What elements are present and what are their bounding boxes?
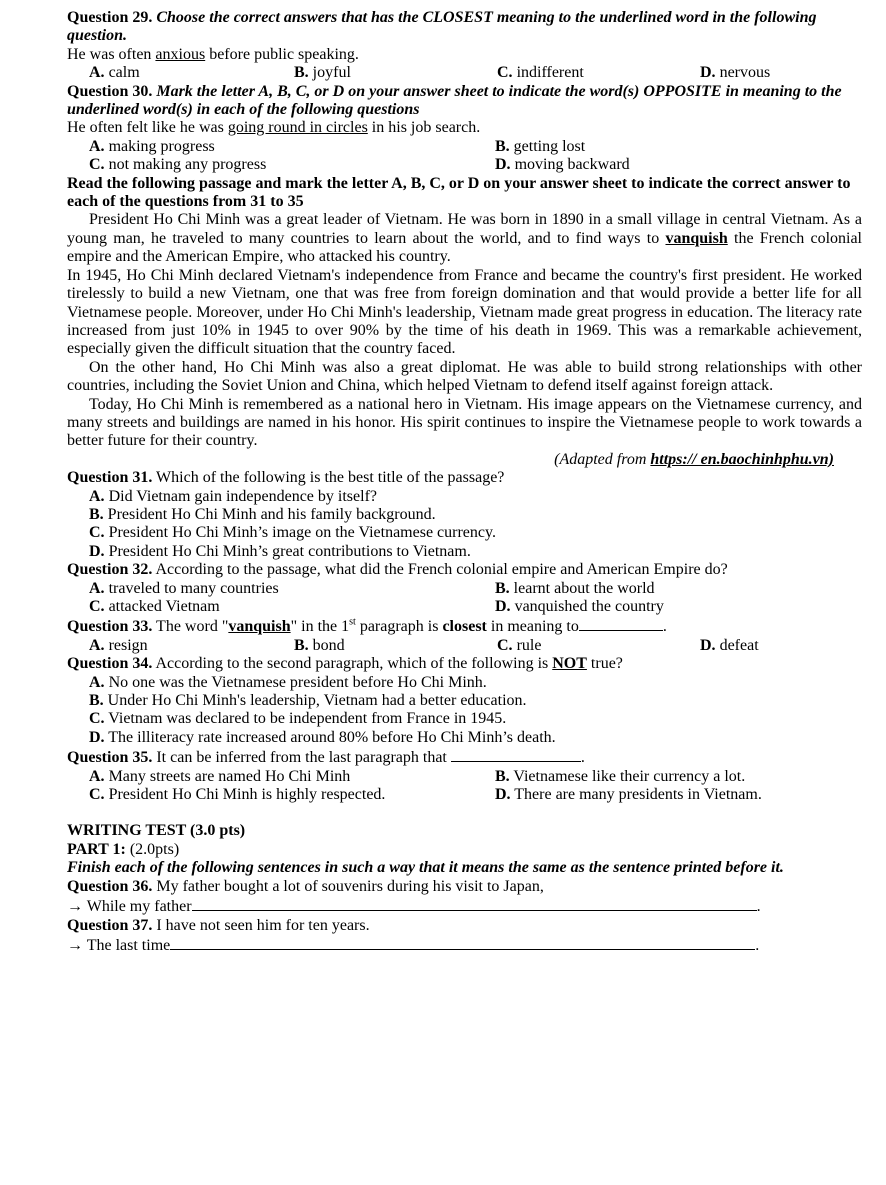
q37-answer-line: → The last time . bbox=[67, 936, 760, 954]
q36-answer-blank[interactable] bbox=[192, 896, 757, 911]
q34-option-d: D. The illiteracy rate increased around 80% before Ho Chi Minh’s death. bbox=[89, 728, 556, 746]
q29-option-c: C. indifferent bbox=[497, 64, 584, 82]
q30-options-row1 bbox=[67, 138, 862, 156]
q31-stem: Question 31. Which of the following is the best title of the passage? bbox=[67, 469, 505, 487]
q37-stem: Question 37. I have not seen him for ten years. bbox=[67, 916, 370, 934]
q30-option-a: A. making progress bbox=[89, 137, 215, 155]
q33-option-d: D. defeat bbox=[700, 636, 759, 654]
q37-answer-blank[interactable] bbox=[170, 935, 755, 950]
q30-stem: He often felt like he was going round in circles in his job search. bbox=[67, 119, 481, 137]
q29-option-a: A. calm bbox=[89, 64, 140, 82]
q34-option-c: C. Vietnam was declared to be independent from France in 1945. bbox=[89, 710, 507, 728]
q31-option-a: A. Did Vietnam gain independence by itself? bbox=[89, 487, 377, 505]
q29-option-b: B. joyful bbox=[294, 64, 351, 82]
q29-options bbox=[67, 64, 862, 82]
q31-option-b: B. President Ho Chi Minh and his family background. bbox=[89, 505, 436, 523]
q36-stem: Question 36. My father bought a lot of souvenirs during his visit to Japan, bbox=[67, 877, 544, 895]
q31-option-c: C. President Ho Chi Minh’s image on the Vietnamese currency. bbox=[89, 524, 496, 542]
q35-stem: Question 35. It can be inferred from the last paragraph that . bbox=[67, 749, 585, 767]
q29-instruction: Question 29. Choose the correct answers that has the CLOSEST meaning to the underlined word in the following question. bbox=[67, 9, 817, 45]
section-spacer bbox=[67, 804, 862, 822]
q32-option-d: D. vanquished the country bbox=[495, 598, 664, 615]
q30-option-c: C. not making any progress bbox=[89, 156, 267, 174]
q30-option-d: D. moving backward bbox=[495, 156, 630, 174]
passage-paragraph-1: President Ho Chi Minh was a great leader of Vietnam. He was born in 1890 in a small village in central Vietnam. As a young man, he traveled to many countries to learn about the world, and to find ways to vanquish the French colonial empire and the American Empire, who attacked his country. bbox=[67, 211, 863, 266]
writing-part-heading: PART 1: (2.0pts) bbox=[67, 840, 180, 858]
q34-stem: Question 34. According to the second paragraph, which of the following is NOT true? bbox=[67, 655, 623, 673]
q33-option-a: A. resign bbox=[89, 636, 148, 654]
q33-option-b: B. bond bbox=[294, 636, 345, 654]
q35-options-row2 bbox=[67, 786, 862, 804]
source-link[interactable]: https:// en.baochinhphu.vn) bbox=[650, 450, 834, 468]
writing-instruction: Finish each of the following sentences in such a way that it means the same as the sentence printed before it. bbox=[67, 859, 784, 877]
q32-options-row2 bbox=[67, 598, 862, 616]
passage-paragraph-2: In 1945, Ho Chi Minh declared Vietnam's independence from France and became the country's first president. He worked tirelessly to build a new Vietnam, one that was free from foreign domination and that would provide a better life for all Vietnamese people. Moreover, under Ho Chi Minh's leadership, Vietnam made great progress in education. The literacy rate increased from just 10% in 1945 to over 90% by the time of his death in 1969. This was a remarkable achievement, especially given the difficult situation that the country faced. bbox=[67, 266, 862, 358]
q35-option-d: D. There are many presidents in Vietnam. bbox=[495, 786, 762, 804]
passage-paragraph-4: Today, Ho Chi Minh is remembered as a national hero in Vietnam. His image appears on the Vietnamese currency, and many streets and buildings are named in his honor. His spirit continues to inspire the Vietnamese people to work towards a better future for their country. bbox=[67, 395, 862, 450]
q35-options-row1 bbox=[67, 768, 862, 786]
writing-test-title: WRITING TEST (3.0 pts) bbox=[67, 822, 246, 840]
passage-source: (Adapted from https:// en.baochinhphu.vn) bbox=[554, 450, 834, 468]
q35-option-c: C. President Ho Chi Minh is highly respected. bbox=[89, 786, 386, 804]
q35-answer-blank[interactable] bbox=[451, 747, 581, 762]
reading-instruction: Read the following passage and mark the letter A, B, C, or D on your answer sheet to indicate the correct answer to each of the questions from 31 to 35 bbox=[67, 174, 851, 211]
q33-answer-blank[interactable] bbox=[579, 616, 663, 631]
q35-option-b: B. Vietnamese like their currency a lot. bbox=[495, 767, 746, 785]
q34-option-a: A. No one was the Vietnamese president before Ho Chi Minh. bbox=[89, 673, 487, 691]
q31-option-d: D. President Ho Chi Minh’s great contributions to Vietnam. bbox=[89, 542, 471, 560]
q30-option-b: B. getting lost bbox=[495, 137, 586, 155]
q33-stem: Question 33. The word "vanquish" in the 1st paragraph is closest in meaning to . bbox=[67, 617, 667, 636]
exam-page bbox=[67, 9, 862, 955]
q33-option-c: C. rule bbox=[497, 636, 542, 654]
q32-option-c: C. attacked Vietnam bbox=[89, 598, 220, 615]
q32-stem: Question 32. According to the passage, what did the French colonial empire and American Empire do? bbox=[67, 561, 728, 579]
q30-options-row2 bbox=[67, 156, 862, 174]
passage-paragraph-3: On the other hand, Ho Chi Minh was also a great diplomat. He was able to build strong relationships with other countries, including the Soviet Union and China, which helped Vietnam to defend itself against foreign attack. bbox=[67, 358, 862, 395]
q33-options bbox=[67, 637, 862, 655]
q30-instruction: Question 30. Mark the letter A, B, C, or D on your answer sheet to indicate the word(s) OPPOSITE in meaning to the underlined word(s) in each of the following questions bbox=[67, 82, 842, 119]
q32-options-row1 bbox=[67, 580, 862, 598]
q29-stem: He was often anxious before public speaking. bbox=[67, 45, 359, 63]
q32-option-a: A. traveled to many countries bbox=[89, 579, 279, 597]
q29-option-d: D. nervous bbox=[700, 64, 771, 82]
q34-option-b: B. Under Ho Chi Minh's leadership, Vietnam had a better education. bbox=[89, 692, 527, 710]
q35-option-a: A. Many streets are named Ho Chi Minh bbox=[89, 767, 351, 785]
q36-answer-line: → While my father . bbox=[67, 898, 761, 916]
q32-option-b: B. learnt about the world bbox=[495, 579, 655, 597]
